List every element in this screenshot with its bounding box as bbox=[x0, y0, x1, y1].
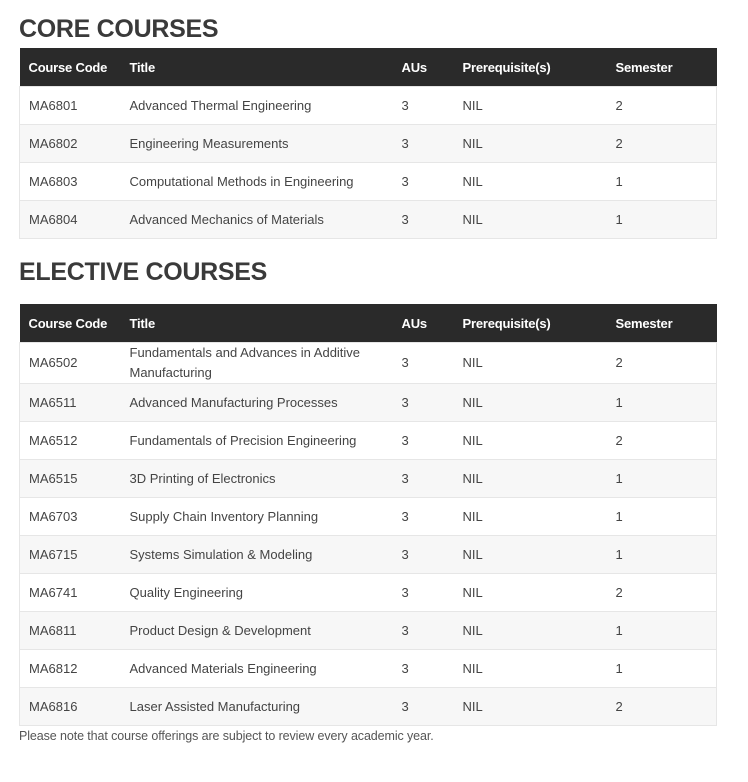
cell-course-code: MA6515 bbox=[20, 460, 121, 498]
cell-semester: 2 bbox=[607, 87, 717, 125]
table-row bbox=[20, 460, 717, 498]
cell-course-code: MA6511 bbox=[20, 384, 121, 422]
cell-title: Advanced Manufacturing Processes bbox=[121, 384, 393, 422]
cell-prerequisites: NIL bbox=[454, 612, 607, 650]
table-row bbox=[20, 536, 717, 574]
table-row bbox=[20, 422, 717, 460]
cell-aus: 3 bbox=[393, 460, 454, 498]
cell-prerequisites: NIL bbox=[454, 87, 607, 125]
cell-title: Advanced Mechanics of Materials bbox=[121, 201, 393, 239]
header-title: Title bbox=[129, 315, 155, 331]
header-semester: Semester bbox=[615, 59, 673, 75]
cell-prerequisites: NIL bbox=[454, 498, 607, 536]
cell-semester: 2 bbox=[607, 125, 717, 163]
cell-prerequisites: NIL bbox=[454, 574, 607, 612]
course-listing bbox=[19, 0, 716, 743]
table-row bbox=[20, 384, 717, 422]
cell-title: Fundamentals of Precision Engineering bbox=[121, 422, 393, 460]
cell-course-code: MA6804 bbox=[20, 201, 121, 239]
cell-course-code: MA6802 bbox=[20, 125, 121, 163]
review-note: Please note that course offerings are subject to review every academic year. bbox=[19, 729, 434, 743]
cell-semester: 1 bbox=[607, 498, 717, 536]
cell-aus: 3 bbox=[393, 536, 454, 574]
cell-aus: 3 bbox=[393, 201, 454, 239]
cell-semester: 1 bbox=[607, 163, 717, 201]
cell-semester: 1 bbox=[607, 201, 717, 239]
cell-course-code: MA6816 bbox=[20, 688, 121, 726]
cell-course-code: MA6512 bbox=[20, 422, 121, 460]
cell-title: Product Design & Development bbox=[121, 612, 393, 650]
cell-prerequisites: NIL bbox=[454, 201, 607, 239]
cell-aus: 3 bbox=[393, 163, 454, 201]
cell-title: Advanced Materials Engineering bbox=[121, 650, 393, 688]
elective-table-header bbox=[20, 304, 717, 343]
cell-semester: 1 bbox=[607, 612, 717, 650]
cell-semester: 1 bbox=[607, 384, 717, 422]
header-row bbox=[20, 48, 717, 87]
cell-title: Laser Assisted Manufacturing bbox=[121, 688, 393, 726]
cell-course-code: MA6715 bbox=[20, 536, 121, 574]
elective-table-body bbox=[20, 343, 717, 726]
table-row bbox=[20, 343, 717, 384]
cell-aus: 3 bbox=[393, 384, 454, 422]
cell-prerequisites: NIL bbox=[454, 125, 607, 163]
header-aus: AUs bbox=[401, 315, 427, 331]
cell-aus: 3 bbox=[393, 422, 454, 460]
table-row bbox=[20, 201, 717, 239]
header-prerequisites: Prerequisite(s) bbox=[462, 59, 551, 75]
cell-prerequisites: NIL bbox=[454, 650, 607, 688]
header-aus: AUs bbox=[401, 59, 427, 75]
cell-prerequisites: NIL bbox=[454, 343, 607, 384]
cell-semester: 1 bbox=[607, 536, 717, 574]
cell-semester: 2 bbox=[607, 688, 717, 726]
cell-prerequisites: NIL bbox=[454, 460, 607, 498]
cell-semester: 2 bbox=[607, 574, 717, 612]
core-courses-table bbox=[19, 48, 717, 239]
cell-course-code: MA6741 bbox=[20, 574, 121, 612]
table-row bbox=[20, 125, 717, 163]
cell-title: Quality Engineering bbox=[121, 574, 393, 612]
cell-aus: 3 bbox=[393, 87, 454, 125]
cell-prerequisites: NIL bbox=[454, 536, 607, 574]
cell-prerequisites: NIL bbox=[454, 422, 607, 460]
table-row bbox=[20, 498, 717, 536]
cell-title: 3D Printing of Electronics bbox=[121, 460, 393, 498]
header-semester: Semester bbox=[615, 315, 673, 331]
cell-aus: 3 bbox=[393, 343, 454, 384]
core-courses-heading: CORE COURSES bbox=[19, 15, 219, 43]
cell-title: Systems Simulation & Modeling bbox=[121, 536, 393, 574]
header-course-code: Course Code bbox=[28, 315, 108, 331]
cell-prerequisites: NIL bbox=[454, 384, 607, 422]
header-course-code: Course Code bbox=[28, 59, 108, 75]
core-table-body bbox=[20, 87, 717, 239]
table-row bbox=[20, 163, 717, 201]
header-row bbox=[20, 304, 717, 343]
cell-prerequisites: NIL bbox=[454, 163, 607, 201]
cell-title: Fundamentals and Advances in Additive Manufacturing bbox=[121, 343, 393, 384]
cell-prerequisites: NIL bbox=[454, 688, 607, 726]
cell-semester: 1 bbox=[607, 650, 717, 688]
cell-semester: 1 bbox=[607, 460, 717, 498]
cell-title: Advanced Thermal Engineering bbox=[121, 87, 393, 125]
cell-aus: 3 bbox=[393, 498, 454, 536]
cell-course-code: MA6811 bbox=[20, 612, 121, 650]
cell-aus: 3 bbox=[393, 612, 454, 650]
header-title: Title bbox=[129, 59, 155, 75]
cell-course-code: MA6803 bbox=[20, 163, 121, 201]
cell-aus: 3 bbox=[393, 650, 454, 688]
elective-courses-heading: ELECTIVE COURSES bbox=[19, 258, 268, 286]
header-prerequisites: Prerequisite(s) bbox=[462, 315, 551, 331]
cell-course-code: MA6703 bbox=[20, 498, 121, 536]
table-row bbox=[20, 574, 717, 612]
cell-semester: 2 bbox=[607, 343, 717, 384]
core-table-header bbox=[20, 48, 717, 87]
table-row bbox=[20, 650, 717, 688]
cell-aus: 3 bbox=[393, 125, 454, 163]
cell-course-code: MA6801 bbox=[20, 87, 121, 125]
table-row bbox=[20, 688, 717, 726]
table-row bbox=[20, 612, 717, 650]
cell-title: Supply Chain Inventory Planning bbox=[121, 498, 393, 536]
cell-course-code: MA6812 bbox=[20, 650, 121, 688]
cell-semester: 2 bbox=[607, 422, 717, 460]
cell-course-code: MA6502 bbox=[20, 343, 121, 384]
cell-aus: 3 bbox=[393, 574, 454, 612]
cell-title: Computational Methods in Engineering bbox=[121, 163, 393, 201]
cell-title: Engineering Measurements bbox=[121, 125, 393, 163]
cell-aus: 3 bbox=[393, 688, 454, 726]
elective-courses-table bbox=[19, 304, 717, 726]
table-row bbox=[20, 87, 717, 125]
